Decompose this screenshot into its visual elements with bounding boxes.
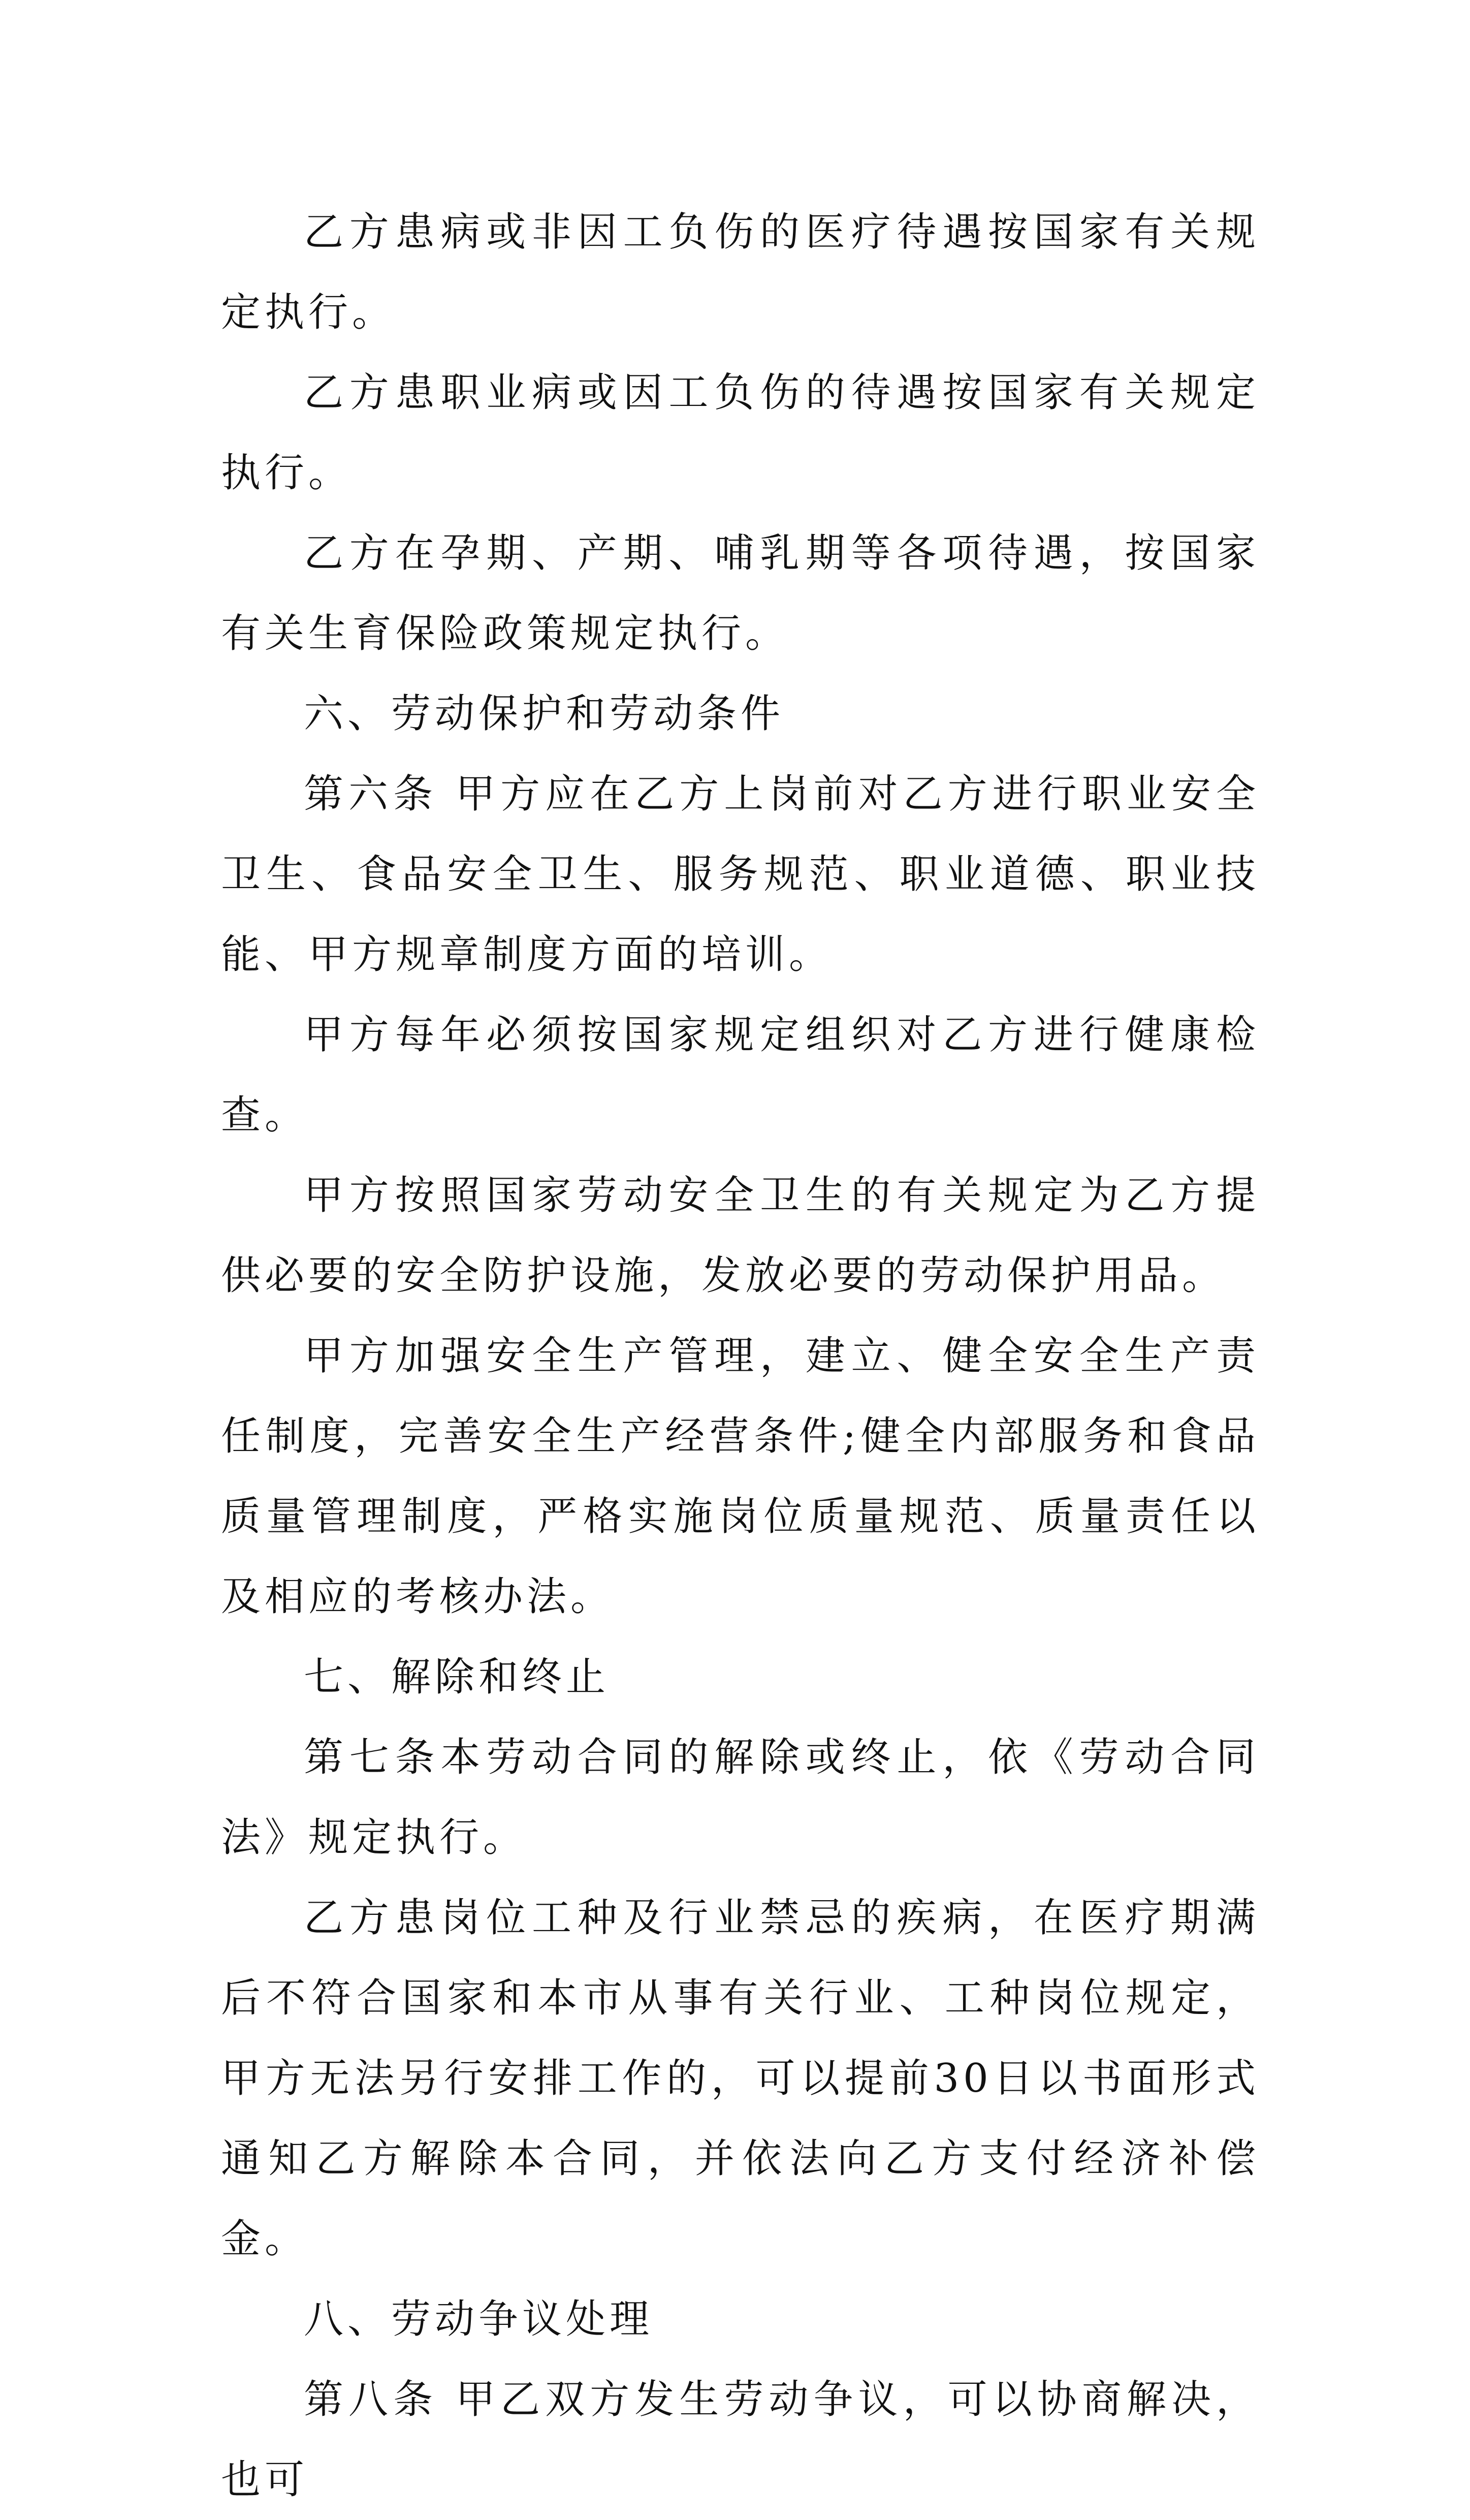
section-heading-termination: 七、解除和终止	[304, 1654, 610, 1700]
paragraph-article-six: 第六条 甲方应在乙方上岗前对乙方进行职业安全卫生、食品安全卫生、服务规范、职业道德、职业技能、甲方规章制度方面的培训。	[221, 771, 1260, 978]
paragraph-safety-management: 甲方加强安全生产管理，建立、健全安全生产责任制度，完善安全生产经营条件;健全内部服务和食品质量管理制度，严格实施岗位质量规范、质量责任以及相应的考核办法。	[221, 1333, 1260, 1620]
paragraph-safety-equipment: 甲方按照国家劳动安全卫生的有关规定为乙方提供必要的安全防护设施，发放必要的劳动保护用品。	[221, 1173, 1260, 1299]
paragraph-medical-treatment: 乙方患病或非因工负伤的医疗待遇按国家有关规定执行。	[221, 209, 1260, 335]
document-body	[221, 192, 1260, 2520]
paragraph-article-seven: 第七条本劳动合同的解除或终止，依《劳动合同法》规定执行。	[221, 1735, 1260, 1861]
paragraph-prohibited-disease: 乙方患岗位工种及行业禁忌的疾病，在医疗期满后不符合国家和本市从事有关行业、工种岗位规定，甲方无法另行安排工作的，可以提前30日以书面形式通知乙方解除本合同，并依法向乙方支付经济补偿金。	[221, 1895, 1260, 2262]
paragraph-health-check: 甲方每年必须按国家规定组织对乙方进行健康检查。	[221, 1012, 1260, 1138]
section-heading-dispute-resolution: 八、劳动争议处理	[304, 2296, 654, 2342]
paragraph-article-eight: 第八条 甲乙双方发生劳动争议，可以协商解决，也可	[221, 2377, 1260, 2503]
section-heading-labor-protection: 六、劳动保护和劳动条件	[304, 691, 785, 737]
paragraph-maternity-benefits: 乙方在孕期、产期、哺乳期等各项待遇，按国家有关生育保险政策规定执行。	[221, 530, 1260, 656]
paragraph-occupational-disease: 乙方患职业病或因工负伤的待遇按国家有关规定执行。	[221, 370, 1260, 496]
